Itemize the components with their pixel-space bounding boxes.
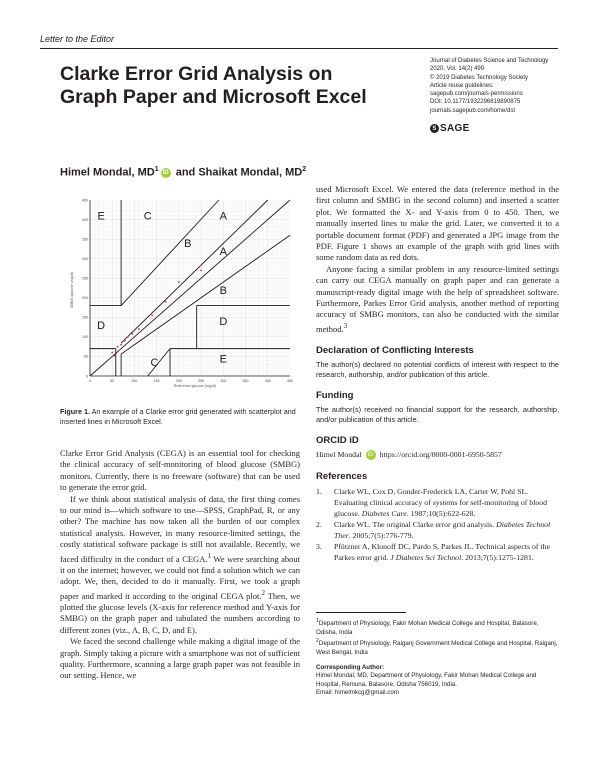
x-tick-label: 100 xyxy=(131,379,138,383)
coi-text: The author(s) declared no potential conflicts of interest with respect to the research, authorship, and/or publication of this article. xyxy=(316,360,559,380)
funding-text: The author(s) received no financial support for the research, authorship, and/or publication of this article. xyxy=(316,405,559,425)
author-1-affil: 1 xyxy=(154,166,159,173)
reference-tail: . 1987;10(5):622-628. xyxy=(406,508,476,518)
data-point xyxy=(138,328,140,330)
sage-logo xyxy=(430,123,470,134)
references-heading: References xyxy=(316,471,368,483)
data-point xyxy=(127,336,129,338)
right-body-text xyxy=(316,184,559,335)
body-paragraph xyxy=(60,494,300,637)
reference-text: Clarke WL. The original Clarke error grid analysis. xyxy=(334,520,497,530)
funding-heading: Funding xyxy=(316,390,354,402)
data-point xyxy=(151,314,153,316)
y-tick-label: 400 xyxy=(82,217,88,222)
data-point xyxy=(120,344,122,346)
x-tick-label: 150 xyxy=(153,379,160,383)
journal-volume: 2020, Vol. 14(2) 499 xyxy=(430,66,485,73)
y-tick-label: 200 xyxy=(82,296,88,301)
orcid-icon[interactable]: iD xyxy=(366,450,376,460)
affiliation-2-text: Department of Physiology, Raiganj Government Medical College and Hospital, Raiganj, West Bengal, India xyxy=(316,640,558,656)
x-tick-label: 50 xyxy=(110,379,115,383)
journal-url[interactable]: journals.sagepub.com/home/dst xyxy=(430,107,516,114)
citation-ref[interactable]: 1 xyxy=(207,551,212,560)
data-point xyxy=(131,333,133,335)
affiliation-1-marker: 1 xyxy=(316,618,319,624)
y-tick-label: 150 xyxy=(82,315,88,320)
footnote-rule xyxy=(316,612,406,613)
y-tick-label: 50 xyxy=(84,354,88,359)
reference-number: 2. xyxy=(316,520,322,530)
article-title: Clarke Error Grid Analysis on Graph Paper and Microsoft Excel xyxy=(60,63,367,108)
zone-label-a: A xyxy=(219,210,228,223)
zone-label-c: C xyxy=(150,357,159,370)
x-tick-label: 250 xyxy=(198,379,205,383)
journal-reuse: Article reuse guidelines: xyxy=(430,82,494,89)
zone-label-b: B xyxy=(219,284,228,297)
x-tick-label: 0 xyxy=(89,379,91,383)
data-point xyxy=(117,346,119,348)
y-tick-label: 0 xyxy=(86,374,88,379)
zone-label-e: E xyxy=(97,210,105,223)
body-paragraph: We faced the second challenge while making a digital image of the graph. Simply taking a picture with a smartphone was not of sufficient quality. Furthermore, scanning a large graph paper was not feasible in our setting. Hence, we xyxy=(60,636,300,681)
reference-journal: Diabetes Technol Ther xyxy=(334,520,551,540)
orcid-icon[interactable]: iD xyxy=(162,169,169,176)
sage-logo-icon: S xyxy=(430,124,439,133)
data-point xyxy=(114,355,116,357)
affiliation-1-text: Department of Physiology, Fakir Mohan Medical College and Hospital, Balasore, Odisha, India xyxy=(316,620,539,636)
reference-item xyxy=(316,487,559,519)
affiliation-2 xyxy=(316,637,559,657)
sage-logo-text: SAGE xyxy=(440,123,470,134)
journal-name: Journal of Diabetes Science and Technology xyxy=(430,58,549,64)
author-2-affil: 2 xyxy=(302,166,307,173)
x-tick-label: 450 xyxy=(287,379,293,383)
data-point xyxy=(124,340,126,342)
y-tick-label: 350 xyxy=(82,237,88,242)
orcid-link[interactable]: https://orcid.org/0000-0001-6950-5857 xyxy=(379,450,502,460)
author-line xyxy=(60,166,306,179)
reference-journal: J Diabetes Sci Technol xyxy=(390,552,462,562)
orcid-heading: ORCID iD xyxy=(316,435,359,447)
figure-label: Figure 1. xyxy=(60,407,90,416)
data-point xyxy=(165,301,167,303)
y-tick-label: 100 xyxy=(82,335,88,340)
reference-number: 1. xyxy=(316,487,322,497)
corresponding-author-heading: Corresponding Author: xyxy=(316,663,385,671)
reference-text: Pfützner A, Klonoff DC, Pardo S, Parkes JL. Technical aspects of the Parkes error grid. xyxy=(334,542,550,562)
affiliation-2-marker: 2 xyxy=(316,638,319,645)
body-text-segment: If we think about statistical analysis of data, the first thing comes to our mind is—which software to use—SPSS, GraphPad, R, or any other? The machine has now taken all the burden of our complex statistical analysis. However, in many resource-limited settings, the costly statistical software package is still not available. Recently, we faced difficulty in the conduct of a CEGA. xyxy=(60,493,300,564)
orcid-line xyxy=(316,450,559,460)
zone-label-b: B xyxy=(184,237,192,250)
reference-item xyxy=(316,520,559,541)
journal-doi[interactable]: DOI: 10.1177/1932296819890875 xyxy=(430,99,521,106)
citation-ref[interactable]: 2 xyxy=(261,588,266,597)
journal-copyright: © 2019 Diabetes Technology Society xyxy=(430,74,529,81)
zone-label-c: C xyxy=(143,210,152,223)
body-paragraph: used Microsoft Excel. We entered the data (reference method in the first column and SMBG in the second column) and inserted a scatter plot. We formatted the X- and Y-axis from 0 to 450. Then, we manually inserted lines to make the grid. Later, we converted it to a portable document format (PDF) and generated a JPG image from the PDF. Figure 1 shows an example of the graph with grid lines with some random data as red dots. xyxy=(316,184,559,263)
data-point xyxy=(200,270,202,272)
reference-list xyxy=(316,487,559,563)
right-body-column xyxy=(316,184,559,563)
clarke-error-grid-chart xyxy=(60,190,300,390)
data-point xyxy=(178,281,180,283)
zone-label-a: A xyxy=(219,245,228,258)
body-paragraph: Clarke Error Grid Analysis (CEGA) is an essential tool for checking the clinical accuracy of self-monitoring of blood glucose (SMBG) monitors. Currently, there is no freeware (software) that can be used to generate the error grid. xyxy=(60,448,300,493)
left-body-column xyxy=(60,448,300,682)
author-1: Himel Mondal, MD xyxy=(60,166,155,179)
x-axis-label: Reference glucose (mg/dl) xyxy=(173,384,217,388)
affiliation-1 xyxy=(316,617,559,637)
body-text-segment: Anyone facing a similar problem in any resource-limited settings can carry out CEGA manually on graph paper and can generate a manuscript-ready digital image with the help of spreadsheet software. Furthermore, Parkes Error Grid analysis, another method of reporting accuracy of SMBG monitors, can also be conducted with the similar method. xyxy=(316,263,559,334)
reference-text: Clarke WL, Cox D, Gonder-Frederick LA, Carter W, Pohl SL. Evaluating clinical accuracy of systems for self-monitoring of blood glucose. xyxy=(334,487,548,518)
reference-tail: . 2013;7(5):1275-1281. xyxy=(461,552,534,562)
citation-ref[interactable]: 3 xyxy=(343,321,348,330)
journal-reuse-link[interactable]: sagepub.com/journals-permissions xyxy=(430,91,523,98)
body-paragraph xyxy=(316,264,559,335)
reference-journal: Diabetes Care xyxy=(361,508,407,518)
zone-label-d: D xyxy=(219,316,228,329)
data-point xyxy=(111,352,113,354)
zone-label-e: E xyxy=(219,353,228,366)
journal-info xyxy=(430,57,570,115)
zone-label-d: D xyxy=(97,320,106,333)
figure-caption xyxy=(60,407,300,427)
reference-number: 3. xyxy=(316,542,322,552)
header-rule xyxy=(40,48,558,49)
y-tick-label: 250 xyxy=(82,276,88,281)
x-tick-label: 200 xyxy=(175,379,182,383)
reference-tail: . 2005;7(5):776-779. xyxy=(348,530,414,540)
x-tick-label: 300 xyxy=(220,379,227,383)
y-axis-label: SMBG glucose (mg/dl) xyxy=(70,271,74,309)
body-text-segment: We were searching about it on the internet; however, we could not find a solution which we can adopt. We, then, decided to do it manually. First, we took a graph paper and marked it according to the original CEGA plot. xyxy=(60,553,300,601)
orcid-author-name: Himel Mondal xyxy=(316,450,362,460)
y-tick-label: 300 xyxy=(82,256,88,261)
corresponding-author-email[interactable]: Email: himelmkcg@gmail.com xyxy=(316,689,399,697)
footnotes xyxy=(316,617,559,698)
x-tick-label: 400 xyxy=(264,379,271,383)
y-tick-label: 450 xyxy=(82,198,88,203)
reference-item xyxy=(316,542,559,563)
coi-heading: Declaration of Conflicting Interests xyxy=(316,345,474,357)
author-conjunction: and xyxy=(175,166,196,179)
section-label: Letter to the Editor xyxy=(40,34,115,44)
corresponding-author-text: Himel Mondal, MD, Department of Physiology, Fakir Mohan Medical College and Hospital, Remuna, Balasore, Odisha 756019, India. xyxy=(316,672,537,688)
figure-caption-text: An example of a Clarke error grid generated with scatterplot and inserted lines in Microsoft Excel. xyxy=(60,407,296,426)
x-tick-label: 350 xyxy=(242,379,249,383)
author-2: Shaikat Mondal, MD xyxy=(198,166,303,179)
body-text-segment: Then, we plotted the glucose levels (X-axis for reference method and Y-axis for SMBG) on the graph paper and tabulated the numbers according to different zones (viz., A, B, C, D, and E). xyxy=(60,590,300,635)
